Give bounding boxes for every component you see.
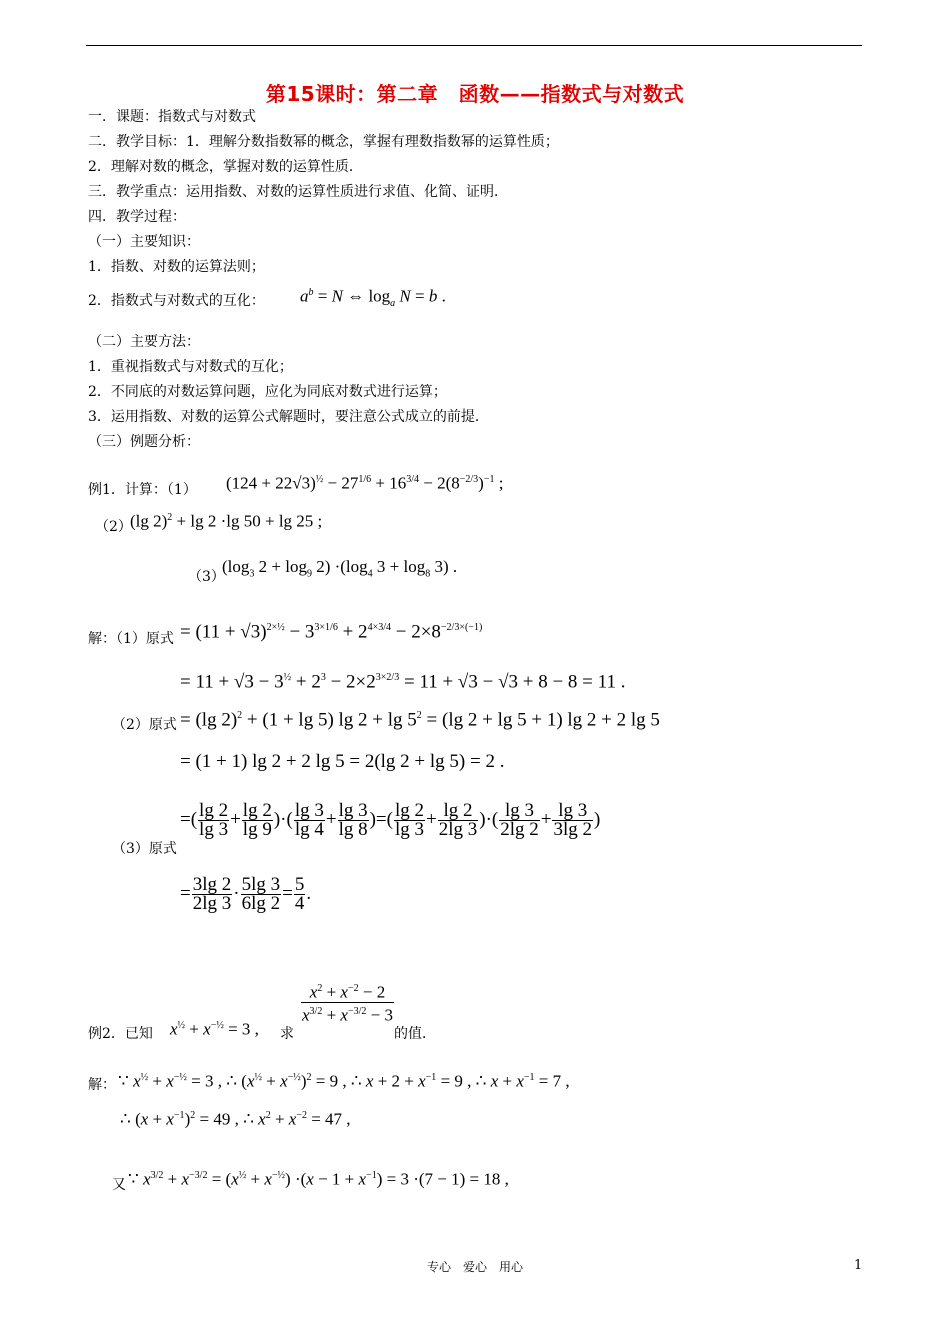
text-you: 又 xyxy=(112,1177,126,1193)
text-ask: 求 xyxy=(280,1026,294,1042)
formula-sol3-a: =( $\frac{\lg 2}{\lg 3}$ + $\frac{\lg 2}{\lg 9}$ )·( $\frac{\lg 3}{\lg 4}$ + $\frac{\lg 3}{\lg 8}$ )=( $\frac{\lg 2}{\lg 3}$ + $\frac{\lg 2}{2\lg 3}$ )·( $\frac{\lg 3}{2\lg 2}$ + $\frac{\lg 3}{3\lg 2}$ ) xyxy=(180,800,601,840)
formula-sol1-a: = $(11 + √3)^{2\times\frac{1}{2}} - 3^{3\times 1/6} + 2^{4\times 3/4} - 2\times 8^{-2/3\times(-1)}$ xyxy=(180,621,483,643)
example-label: 例1．计算：（1） xyxy=(88,482,197,498)
solution-label: （3）原式 xyxy=(112,841,177,857)
formula-sol1-b: = $11 + √3 - 3^{\frac{1}{2}} + 2^3 - 2\times 2^{3\times 2/3} = 11 + √3 - √3 + 8 - 8 = 11$ . xyxy=(180,671,626,693)
formula-sol2-a: = (lg 2)$^2$ + (1 + lg 5) $\lg 2 + \lg 5^2 = (\lg$ 2 + lg 5 + 1) lg 2 + 2 lg 5 xyxy=(180,709,660,731)
text-line: 二．教学目标：1．理解分数指数幂的概念，掌握有理数指数幂的运算性质； xyxy=(88,134,559,150)
formula-exp-log: $a^b = N$ ⇔ $\log_a N = b$ . xyxy=(300,286,446,310)
text-line: 1．重视指数式与对数式的互化； xyxy=(88,359,293,375)
example-label: （3） xyxy=(188,569,225,585)
text-tail: 的值． xyxy=(394,1026,436,1042)
page-number: 1 xyxy=(854,1258,863,1273)
text-line: （一）主要知识： xyxy=(88,234,200,250)
example-label: （2） xyxy=(95,519,132,535)
text-line: 三．教学重点：运用指数、对数的运算性质进行求值、化简、证明． xyxy=(88,184,508,200)
text-line: 3．运用指数、对数的运算公式解题时，要注意公式成立的前提． xyxy=(88,409,489,425)
text-line: 2．理解对数的概念，掌握对数的运算性质． xyxy=(88,159,363,175)
formula-ex1-1: $(124 + 22√3)^{\frac{1}{2}} - 27^{1/6} + 16^{3/4} - 2(8^{-2/3})^{-1}$ ; xyxy=(226,473,504,493)
solution-label: 解：（1）原式 xyxy=(88,631,174,647)
page-title: 第15课时：第二章 函数——指数式与对数式 xyxy=(265,82,685,106)
page-footer: 专心 爱心 用心 xyxy=(426,1260,523,1274)
text-line: 四．教学过程： xyxy=(88,209,186,225)
text-line: 一．课题：指数式与对数式 xyxy=(88,109,256,125)
formula-ex2-sol-a: ∵ $x^{\frac{1}{2}} + x^{-\frac{1}{2}} = 3$ , ∴ $(x^{\frac{1}{2}} + x^{-\frac{1}{2}})^2 = 9$ , ∴ $x + 2 + x^{-1} = 9$ , ∴ $x + x^{-1} = 7$ , xyxy=(118,1071,570,1091)
example-label: 例2．已知 xyxy=(88,1026,153,1042)
header-rule xyxy=(86,45,862,46)
text-line: 2．指数式与对数式的互化： xyxy=(88,293,265,309)
text-line: （二）主要方法： xyxy=(88,334,200,350)
formula-sol2-b: = (1 + 1) lg 2 + 2 lg 5 = 2(lg 2 + lg 5) = 2 . xyxy=(180,751,505,772)
text-line: 1．指数、对数的运算法则； xyxy=(88,259,265,275)
formula-ex2-sol-b: ∴ $(x + x^{-1})^2 = 49$ , ∴ $x^2 + x^{-2} = 47$ , xyxy=(120,1109,351,1129)
formula-ex2-given: $x^{\frac{1}{2}} + x^{-\frac{1}{2}} = 3$ , xyxy=(170,1019,259,1039)
formula-ex1-3: ($\log_3$ $2 + \log_9 2) \cdot(\log_4$ $3 + \log_8 3$) . xyxy=(222,557,458,580)
formula-sol3-b: = $\frac{3\lg 2}{2\lg 3}$ · $\frac{5\lg 3}{6\lg 2}$ = $\frac{5}{4}$ . xyxy=(180,874,312,914)
formula-ex1-2: (lg 2)$^2$ + lg 2 ·lg 50 + lg 25 ; xyxy=(130,511,323,531)
solution-label: 解： xyxy=(88,1077,116,1093)
text-line: 2．不同底的对数运算问题，应化为同底对数式进行运算； xyxy=(88,384,447,400)
formula-ex2-target: $\frac{x^2 + x^{-2} - 2}{x^{3/2} + x^{-3/2} - 3}$ xyxy=(300,980,395,1024)
formula-ex2-sol-c: ∵ $x^{3/2} + x^{-3/2} = (x^{\frac{1}{2}} + x^{-\frac{1}{2}}) \cdot(x - 1 + x^{-1}) = 3 \cdot(7 - 1) = 18$ , xyxy=(128,1169,509,1189)
text-line: （三）例题分析： xyxy=(88,434,200,450)
solution-label: （2）原式 xyxy=(112,717,177,733)
